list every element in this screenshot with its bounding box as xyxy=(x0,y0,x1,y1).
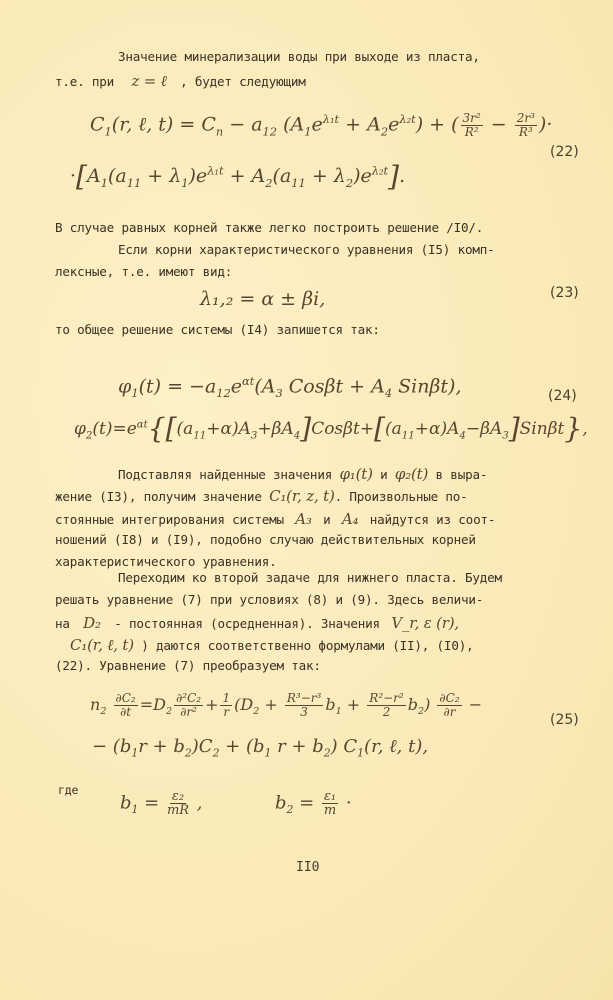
math-phi2: φ₂(t) xyxy=(394,465,429,483)
where-label: где xyxy=(58,783,79,797)
text: жение (I3), получим значение xyxy=(55,489,262,504)
where-b1: $b_1$ = $\frac{\text{ε₂}}{mR}$ , xyxy=(120,789,203,818)
text: и xyxy=(380,467,388,482)
paragraph-1-line-2 xyxy=(55,72,306,91)
equation-25-number: (25) xyxy=(550,712,579,728)
text: стоянные интегрирования системы xyxy=(55,512,284,527)
math-phi1: φ₁(t) xyxy=(339,465,373,483)
text: найдутся из соот- xyxy=(369,512,496,527)
paragraph-2-line-2: Если корни характеристического уравнения (I5) комп- xyxy=(118,242,495,257)
paragraph-5-line-4 xyxy=(70,636,473,655)
math-a4: A₄ xyxy=(341,510,359,528)
paragraph-5-line-3 xyxy=(55,614,459,632)
paragraph-2-line-1: В случае равных корней также легко построить решение /I0/. xyxy=(55,220,484,235)
math-d2: D₂ xyxy=(83,614,101,632)
equation-24-number: (24) xyxy=(548,388,577,404)
where-b2: $b_2$ = $\frac{\text{ε₁}}{m}$ · xyxy=(275,789,352,818)
paragraph-1-line-1: Значение минерализации воды при выходе из пласта, xyxy=(118,49,480,64)
paragraph-4-line-4: ношений (I8) и (I9), подобно случаю действительных корней xyxy=(55,532,476,547)
equation-24-line-1: $\varphi_1(t) = -a_{12}e^{\alpha t}(A_3$ $Cos\beta t + A_4$ Sinβt), xyxy=(118,374,462,401)
paragraph-4-line-1 xyxy=(118,465,487,483)
text: т.е. при xyxy=(55,74,115,89)
text: - постоянная (осредненная). Значения xyxy=(114,616,380,631)
equation-24-line-2: $\varphi_2(t)=e^{\alpha t}\{[(a_{11}+\alpha)A_3+\beta A_4]Cos\beta t+[(a_{11}+\alpha)A_4-\beta A_3]Sin\beta t\}$, xyxy=(74,412,588,445)
equation-23-number: (23) xyxy=(550,285,579,301)
text: Подставляя найденные значения xyxy=(118,467,333,482)
paragraph-4-line-3 xyxy=(55,510,495,528)
math-c1-rlt: C₁(r, ℓ, t) xyxy=(70,636,134,654)
paragraph-2-line-3: лексные, т.е. имеют вид: xyxy=(55,264,233,279)
equation-22-line-1: $C_1(r$, ℓ, $t) = C_n - a_{12}$ $(A_1e^{\lambda_1t} + A_2e^{\lambda_2t})$ + ( $\frac{\text{3r²}}{\text{R²}}$ − $\frac{\text{2r³}}{\text{R³}}$ )· xyxy=(90,111,553,139)
page-number: II0 xyxy=(296,860,320,875)
paragraph-3-line-1: то общее решение системы (I4) запишется так: xyxy=(55,322,380,337)
paragraph-5-line-2: решать уравнение (7) при условиях (8) и (9). Здесь величи- xyxy=(55,592,484,607)
text: ) даются соответственно формулами (II), (I0), xyxy=(141,638,474,653)
equation-25-line-1: $n_2$ $\frac{\text{∂C₂}}{\partial t}$ $=D_2$ $\frac{\text{∂²C₂}}{\text{∂r²}}$ + $\frac{1}{r}$ ($D_2$ + $\frac{\text{R³−r³}}{3}$ $b_1$ + $\frac{\text{R²−r²}}{2}$ $b_2$) $\frac{\text{∂C₂}}{\partial r}$ − xyxy=(90,691,483,719)
paragraph-4-line-2 xyxy=(55,487,468,505)
paragraph-5-line-5: (22). Уравнение (7) преобразуем так: xyxy=(55,658,321,673)
math-c1-rzt: C₁(r, z, t) xyxy=(269,487,335,505)
equation-25-line-2: − $(b_1r + b_2)C_2 + (b_1$ $r + b_2$) $C_1(r$, ℓ, t), xyxy=(92,736,429,760)
equation-22-number: (22) xyxy=(550,144,579,160)
text: на xyxy=(55,616,70,631)
math-a3: A₃ xyxy=(295,510,312,528)
text: , будет следующим xyxy=(180,74,306,89)
equation-22-line-2: $\cdot[A_1(a_{11} + \lambda_1)e^{\lambda_1t} + A_2(a_{11} + \lambda_2)e^{\lambda_2t}]$. xyxy=(70,160,406,193)
paragraph-5-line-1: Переходим ко второй задаче для нижнего пласта. Будем xyxy=(118,570,502,585)
equation-23: λ₁,₂ = α ± βi, xyxy=(200,288,326,310)
math-vr-eps: V_r, ε (r), xyxy=(391,614,459,632)
text: . Произвольные по- xyxy=(334,489,468,504)
paragraph-4-line-5: характеристического уравнения. xyxy=(55,554,277,569)
text: в выра- xyxy=(435,467,488,482)
text: и xyxy=(323,512,331,527)
math-z-equals-l: z = ℓ xyxy=(131,72,167,90)
